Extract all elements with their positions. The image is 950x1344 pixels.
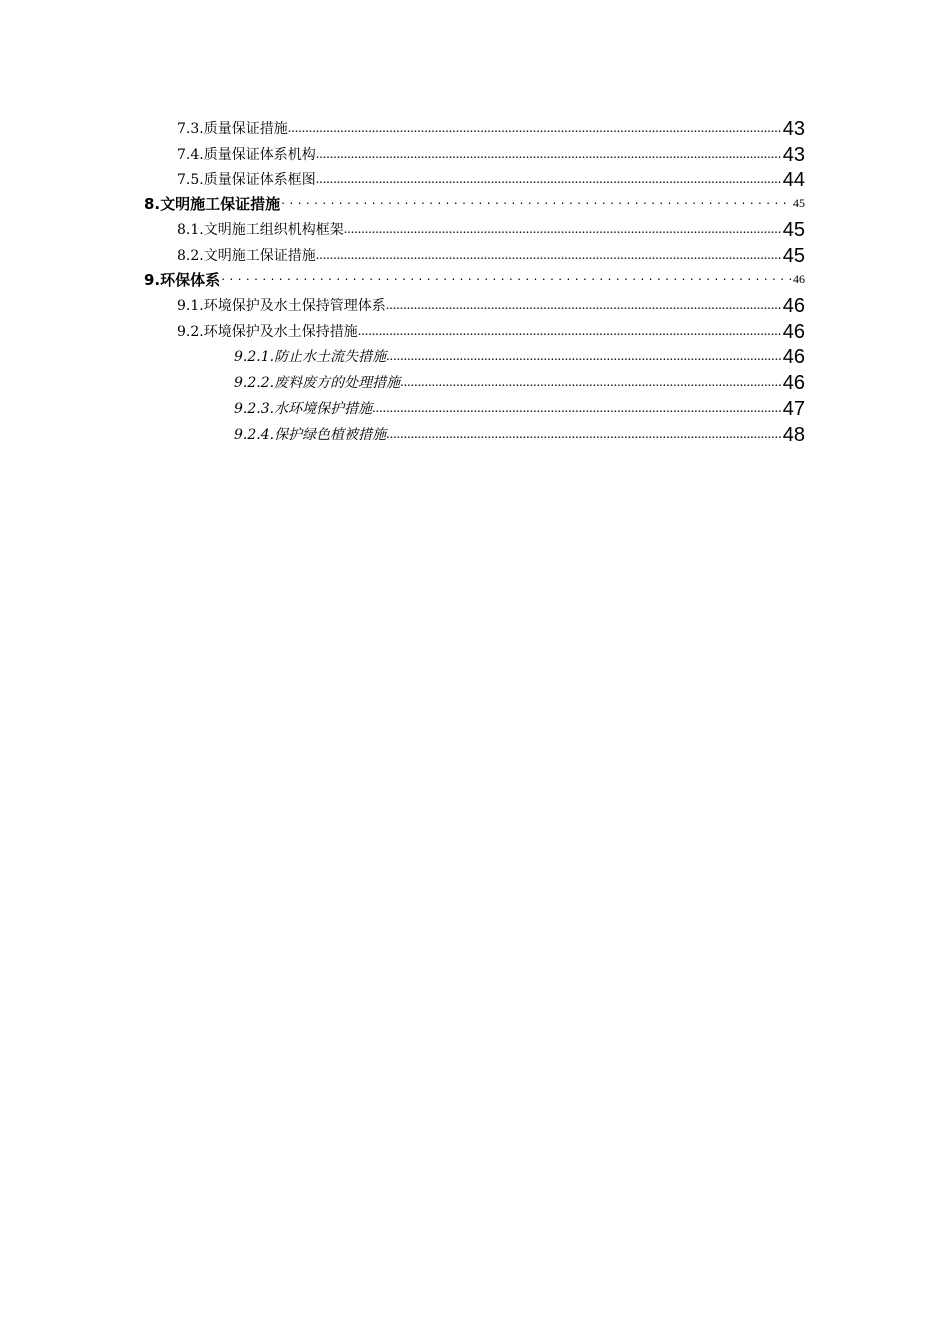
- toc-leader-dots: [386, 348, 782, 368]
- toc-page-number: 46: [793, 271, 805, 286]
- toc-entry-label: 8.1.文明施工组织机构框架: [177, 222, 344, 239]
- toc-entry-label: 8.2.文明施工保证措施: [177, 247, 316, 264]
- toc-subentry-label: 9.2.3.水环境保护措施: [234, 400, 373, 417]
- toc-entry-9-2-4[interactable]: [234, 420, 805, 446]
- toc-entry-8-2[interactable]: [177, 241, 805, 267]
- toc-entry-7-3[interactable]: [177, 114, 805, 140]
- toc-page-number: 47: [782, 397, 805, 420]
- toc-entry-9-2-1[interactable]: [234, 343, 805, 369]
- toc-entry-9-2[interactable]: [177, 317, 805, 343]
- toc-page-number: 45: [782, 219, 805, 242]
- toc-page-number: 48: [782, 423, 805, 446]
- toc-leader-dots: [386, 426, 782, 446]
- toc-leader-dots: [288, 120, 782, 140]
- toc-entry-label: 7.3.质量保证措施: [177, 120, 288, 137]
- toc-page-number: 46: [782, 320, 805, 343]
- toc-chapter-label: 9.环保体系: [144, 270, 221, 289]
- toc-page-number: 45: [782, 244, 805, 267]
- toc-page-number: 46: [782, 294, 805, 317]
- toc-entry-label: 9.2.环境保护及水土保持措施: [177, 323, 358, 340]
- toc-page-number: 45: [793, 196, 805, 211]
- toc-leader-dots: [220, 269, 792, 291]
- toc-entry-9[interactable]: [144, 267, 805, 291]
- toc-page-number: 43: [782, 117, 805, 140]
- toc-page-number: 44: [782, 169, 805, 192]
- toc-entry-9-2-3[interactable]: [234, 394, 805, 420]
- toc-leader-dots: [358, 323, 782, 343]
- toc-entry-9-1[interactable]: [177, 291, 805, 317]
- toc-leader-dots: [386, 297, 782, 317]
- toc-subentry-label: 9.2.2.废料废方的处理措施: [234, 375, 401, 392]
- toc-entry-label: 9.1.环境保护及水土保持管理体系: [177, 297, 386, 314]
- toc-leader-dots: [280, 193, 792, 215]
- toc-entry-label: 7.5.质量保证体系框图: [177, 172, 316, 189]
- toc-entry-label: 7.4.质量保证体系机构: [177, 146, 316, 163]
- toc-subentry-label: 9.2.1.防止水土流失措施: [234, 349, 387, 366]
- toc-leader-dots: [344, 221, 782, 241]
- toc-entry-8-1[interactable]: [177, 215, 805, 241]
- toc-entry-8[interactable]: [144, 191, 805, 215]
- toc-page-number: 46: [782, 372, 805, 395]
- toc-subentry-label: 9.2.4.保护绿色植被措施: [234, 426, 387, 443]
- toc-page-number: 43: [782, 143, 805, 166]
- toc-leader-dots: [316, 247, 782, 267]
- toc-chapter-label: 8.文明施工保证措施: [144, 195, 281, 214]
- toc-leader-dots: [372, 400, 782, 420]
- toc-entry-9-2-2[interactable]: [234, 368, 805, 394]
- table-of-contents: [0, 114, 950, 446]
- toc-leader-dots: [400, 374, 782, 394]
- toc-entry-7-4[interactable]: [177, 140, 805, 166]
- toc-page-number: 46: [782, 346, 805, 369]
- toc-leader-dots: [316, 171, 782, 191]
- toc-entry-7-5[interactable]: [177, 166, 805, 192]
- toc-leader-dots: [316, 146, 782, 166]
